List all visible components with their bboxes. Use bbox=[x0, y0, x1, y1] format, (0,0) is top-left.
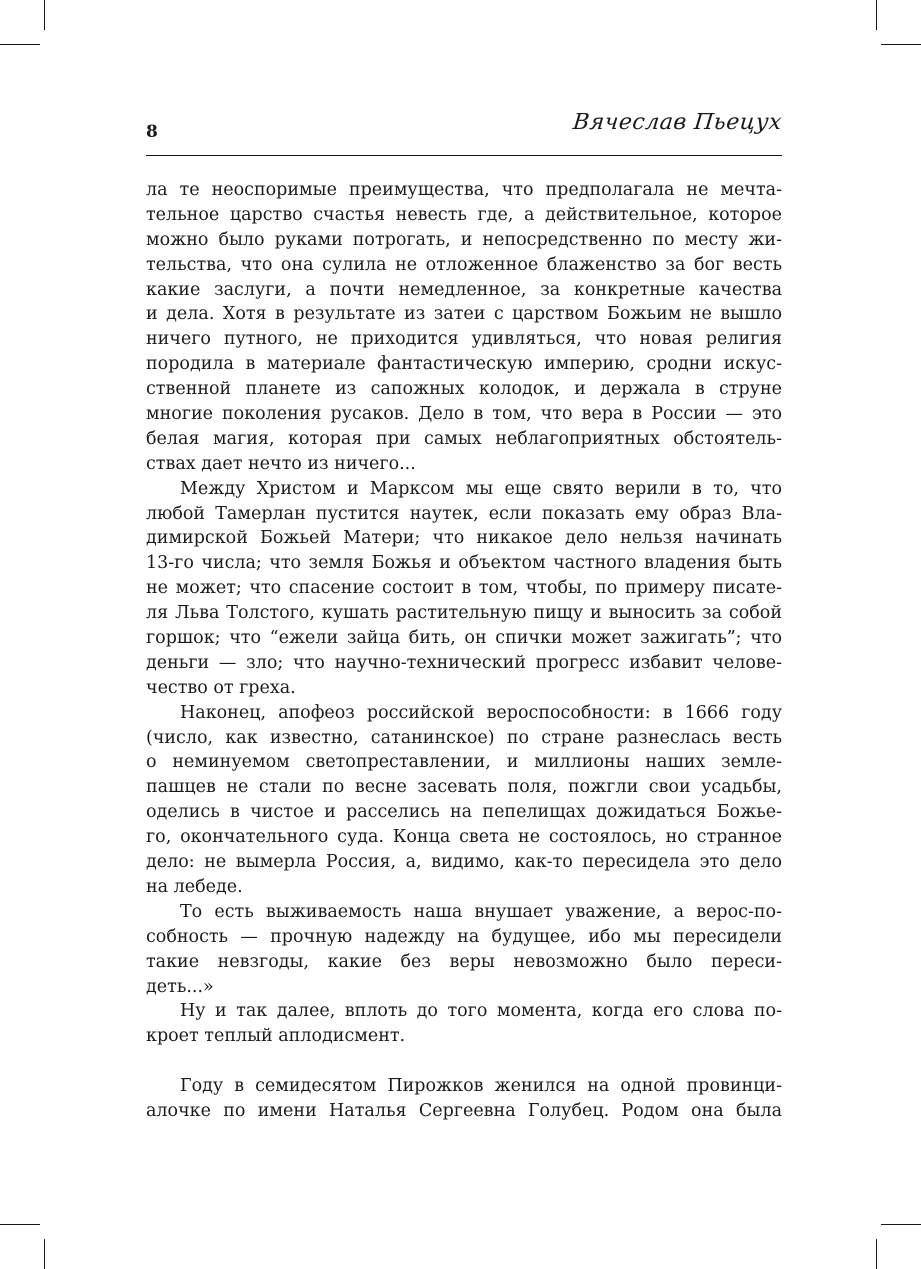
text-line: о неминуемом светопреставлении, и миллионы наших земле- bbox=[146, 752, 782, 773]
text-line: ствах дает нечто из ничего... bbox=[146, 453, 416, 474]
text-line: оделись в чистое и расселись на пепелищах дожидаться Божье- bbox=[146, 802, 782, 823]
text-line: пашцев не стали по весне засевать поля, пожгли свои усадьбы, bbox=[146, 777, 782, 798]
paragraph-first-line: Ну и так далее, вплоть до того момента, когда его слова по- bbox=[180, 1001, 782, 1022]
text-line: такие невзгоды, какие без веры невозможно было переси- bbox=[146, 951, 782, 972]
header-rule bbox=[146, 155, 782, 156]
text-line: чество от греха. bbox=[146, 677, 296, 698]
paragraph-first-line: Наконец, апофеоз российской вероспособности: в 1666 году bbox=[180, 702, 782, 723]
crop-mark-bottom-left bbox=[44, 1239, 45, 1269]
text-line: димирской Божьей Матери; что никакое дело нельзя начинать bbox=[146, 528, 782, 549]
text-line: на лебеде. bbox=[146, 876, 243, 897]
crop-mark-top-right bbox=[876, 0, 877, 30]
text-line: горшок; что “ежели зайца бить, он спички может зажигать”; что bbox=[146, 628, 782, 649]
text-line: алочке по имени Наталья Сергеевна Голубец. Родом она была bbox=[146, 1101, 782, 1122]
text-line: собность — прочную надежду на будущее, ибо мы пересидели bbox=[146, 926, 782, 947]
crop-mark-top-left bbox=[44, 0, 45, 30]
section-gap bbox=[146, 1049, 782, 1074]
text-line: ственной планете из сапожных колодок, и держала в струне bbox=[146, 379, 782, 400]
text-line: какие заслуги, а почти немедленное, за конкретные качества bbox=[146, 279, 782, 300]
text-line: го, окончательного суда. Конца света не состоялось, но странное bbox=[146, 827, 782, 848]
text-line: 13-го числа; что земля Божья и объектом частного владения быть bbox=[146, 553, 782, 574]
text-line: белая магия, которая при самых неблагоприятных обстоятель- bbox=[146, 428, 782, 449]
text-line: можно было руками потрогать, и непосредственно по месту жи- bbox=[146, 229, 782, 250]
text-line: ла те неоспоримые преимущества, что предполагала не мечта- bbox=[146, 180, 782, 200]
crop-mark-top-left-h bbox=[0, 44, 40, 45]
text-line: любой Тамерлан пустится наутек, если показать ему образ Вла- bbox=[146, 503, 782, 524]
paragraph-first-line: То есть выживаемость наша внушает уважение, а верос-по- bbox=[180, 901, 782, 922]
text-line: ничего путного, не приходится удивляться, что новая религия bbox=[146, 329, 782, 350]
text-line: дело: не вымерла Россия, а, видимо, как-то пересидела это дело bbox=[146, 852, 782, 873]
text-line: не может; что спасение состоит в том, чтобы, по примеру писате- bbox=[146, 578, 782, 599]
crop-mark-bottom-right-h bbox=[881, 1224, 921, 1225]
text-line: ля Льва Толстого, кушать растительную пищу и выносить за собой bbox=[146, 603, 782, 624]
text-line: (число, как известно, сатанинское) по стране разнеслась весть bbox=[146, 727, 782, 748]
page-number: 8 bbox=[146, 122, 158, 142]
author-signature: Вячеслав Пьецух bbox=[571, 110, 784, 135]
text-line: породила в материале фантастическую империю, сродни искус- bbox=[146, 354, 782, 375]
text-line: деть...» bbox=[146, 976, 214, 997]
crop-mark-bottom-right bbox=[876, 1239, 877, 1269]
paragraph-first-line: Году в семидесятом Пирожков женился на одной провинци- bbox=[180, 1076, 782, 1097]
text-line: и дела. Хотя в результате из затеи с царством Божьим не вышло bbox=[146, 304, 782, 325]
text-line: многие поколения русаков. Дело в том, что вера в России — это bbox=[146, 404, 782, 425]
text-line: тельное царство счастья невесть где, а действительное, которое bbox=[146, 204, 782, 225]
text-line: кроет теплый аплодисмент. bbox=[146, 1026, 406, 1047]
crop-mark-bottom-left-h bbox=[0, 1224, 40, 1225]
text-line: тельства, что она сулила не отложенное блаженство за бог весть bbox=[146, 254, 782, 275]
text-line: деньги — зло; что научно-технический прогресс избавит челове- bbox=[146, 652, 782, 673]
paragraph-first-line: Между Христом и Марксом мы еще свято верили в то, что bbox=[180, 478, 782, 499]
body-text bbox=[146, 178, 782, 1124]
running-head bbox=[146, 110, 782, 158]
crop-mark-top-right-h bbox=[881, 44, 921, 45]
